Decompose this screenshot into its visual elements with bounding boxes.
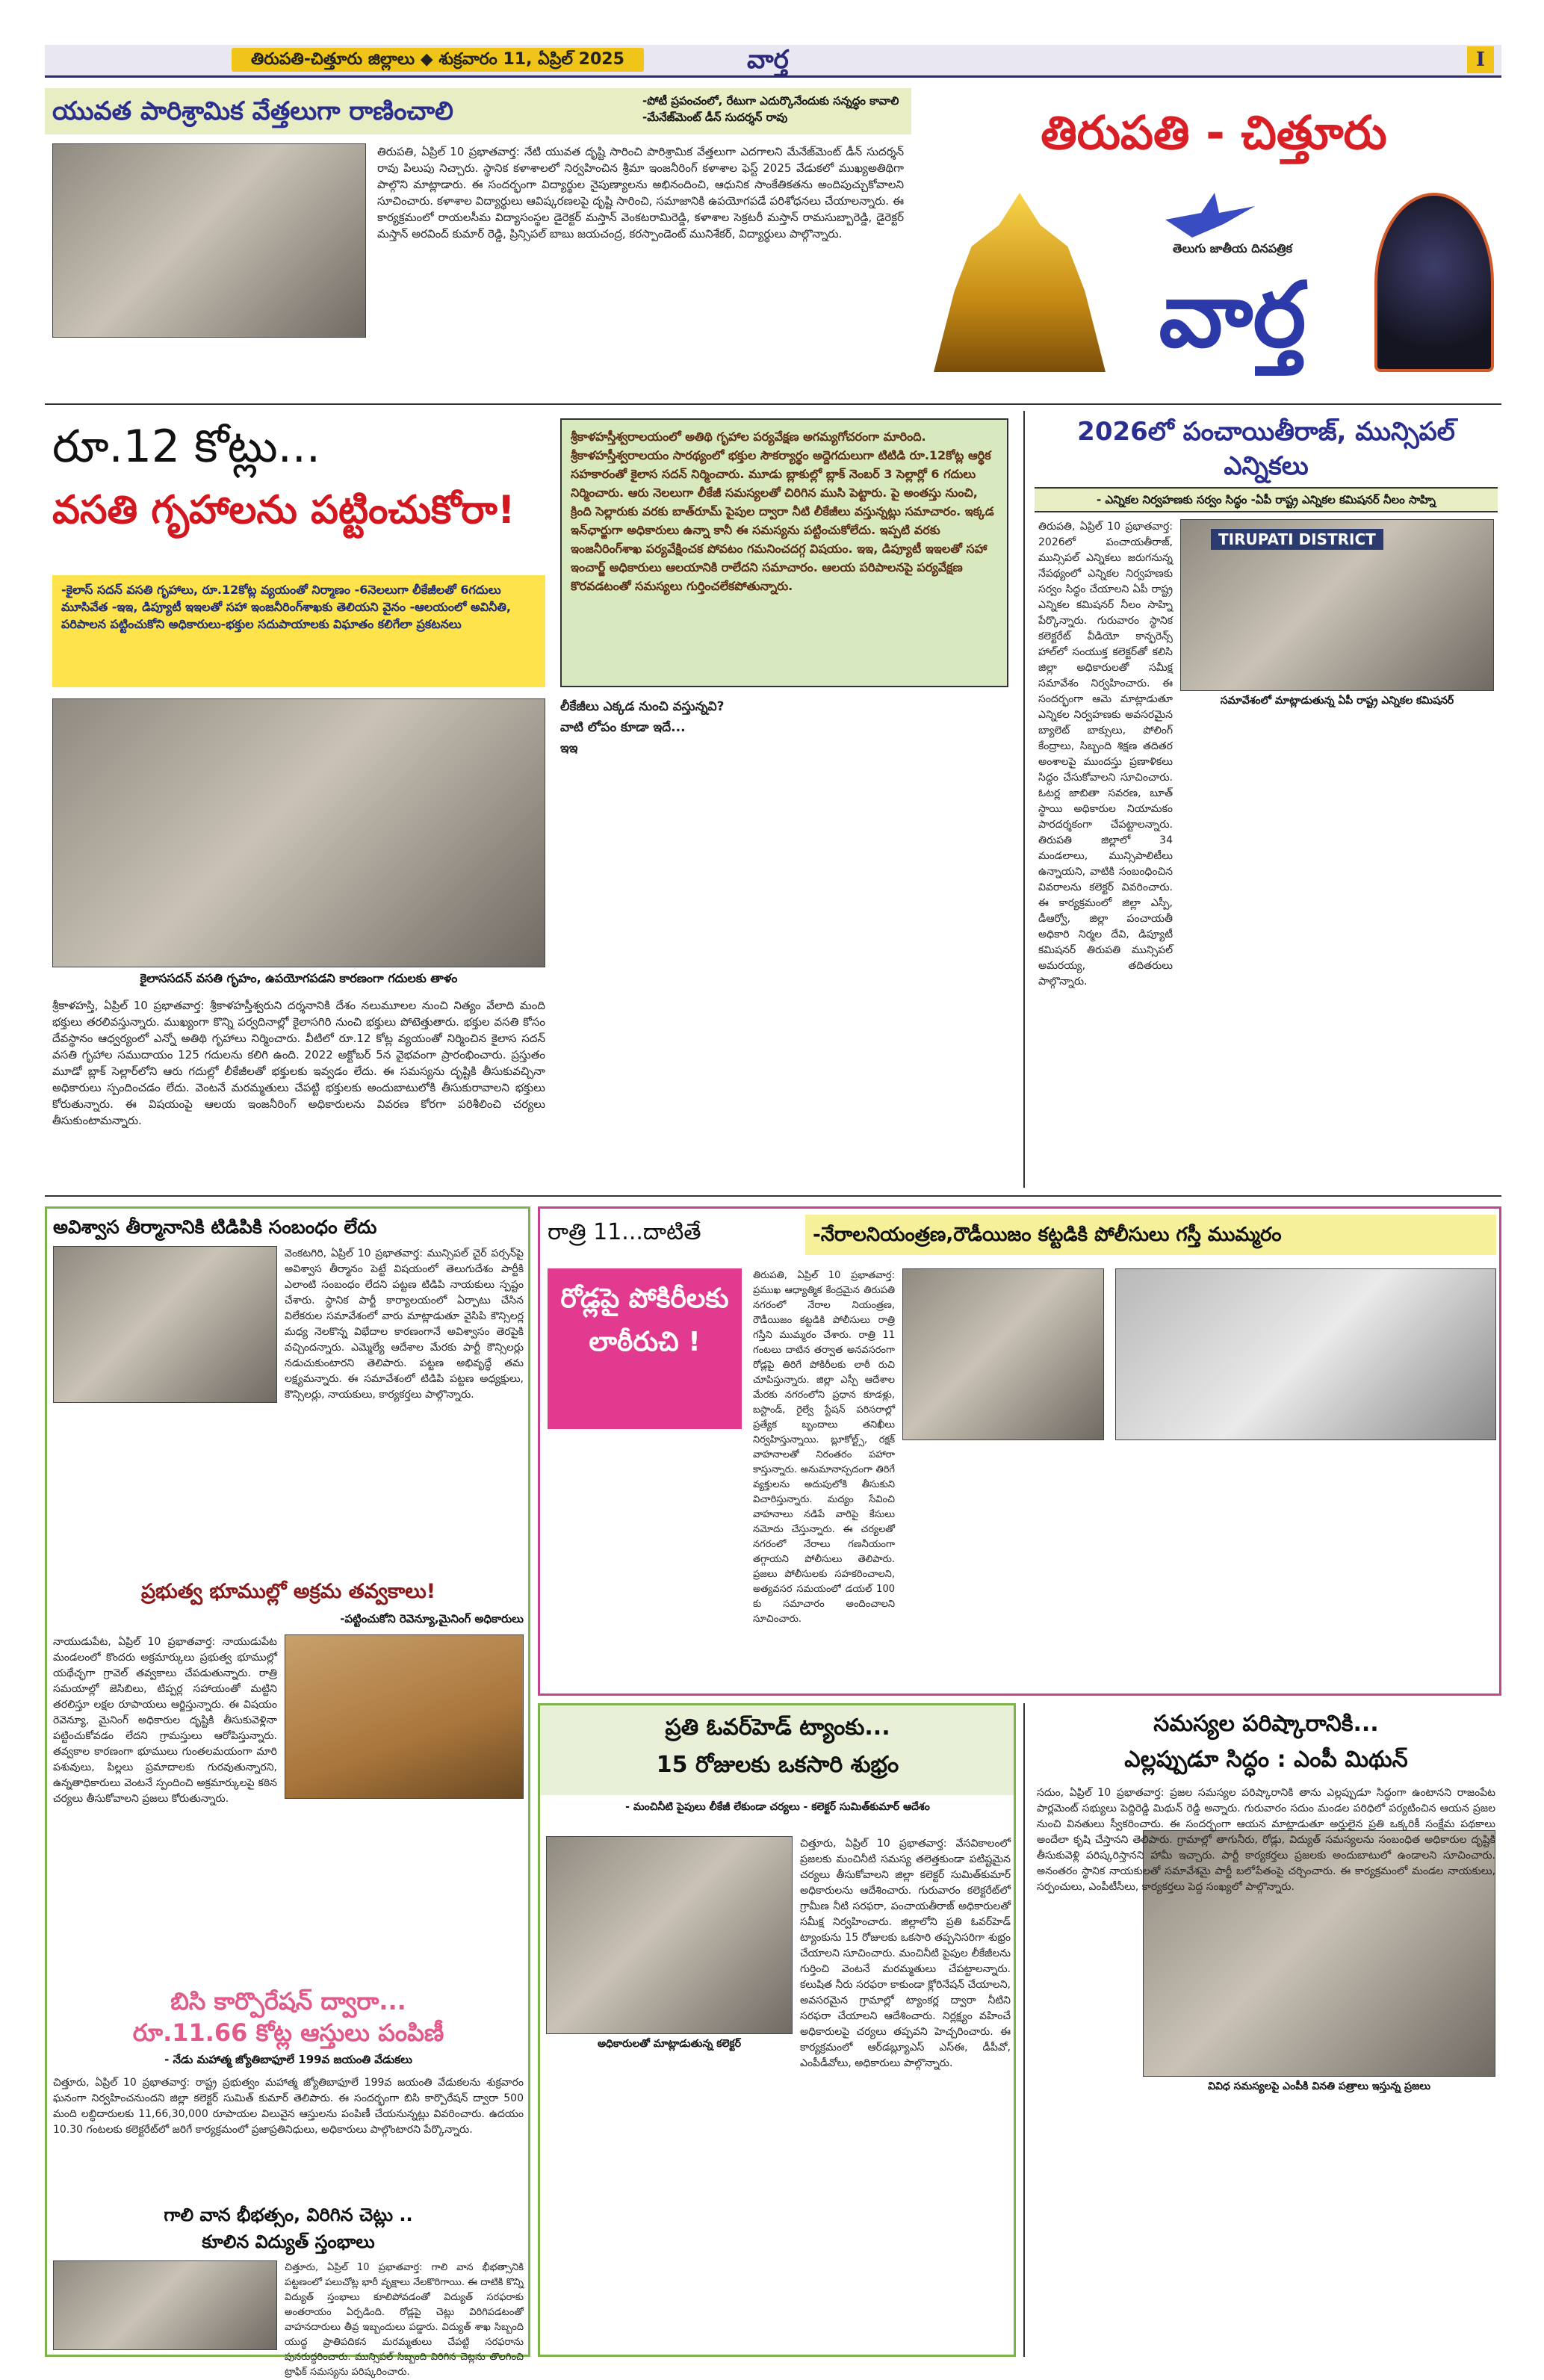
mp-headline-1: సమస్యల పరిష్కారానికి... [1153,1711,1379,1737]
mp-body: సదుం, ఏప్రిల్ 10 ప్రభాతవార్త: ప్రజల సమస్యల పరిష్కారానికి తాను ఎల్లప్పుడూ సిద్ధంగా ఉంటానని రాజంపేట పార్లమెంట్ సభ్యులు పెద్దిరెడ్డి మిథున్ రెడ్డి అన్నారు. గురువారం సదుం మండల పరిధిలో పర్యటించిన ఆయన ప్రజల నుంచి వినతులు స్వీకరించారు. ఈ సందర్భంగా ఆయన మాట్లాడుతూ అర్హులైన ప్రతి ఒక్కరికీ సంక్షేమ పథకాలు అందేలా కృషి చేస్తానని తెలిపారు. గ్రామాల్లో తాగునీరు, రోడ్లు, విద్యుత్ సమస్యలను సంబంధిత అధికారుల దృష్టికి తీసుకువెళ్లి పరిష్కరిస్తానని హామీ ఇచ్చారు. పార్టీ కార్యకర్తలు ప్రజలకు అందుబాటులో ఉండాలని సూచించారు. అనంతరం స్థానిక నాయకులతో సమావేశమై పార్టీ బలోపేతంపై చర్చించారు. ఈ కార్యక్రమంలో మండల నాయకులు, సర్పంచులు, ఎంపీటీసీలు, కార్యకర్తలు పెద్ద సంఖ్యలో పాల్గొన్నారు. [1037,1787,1495,1893]
land-deck: -పట్టించుకోని రెవెన్యూ,మైనింగ్ అధికారులు [340,1612,524,1626]
storm-body: చిత్తూరు, ఏప్రిల్ 10 ప్రభాతవార్త: గాలి వాన భీభత్సానికి పట్టణంలో పలుచోట్ల భారీ వృక్షాలు నేలకొరిగాయి. ఈ దాటికి కొన్ని విద్యుత్ స్తంభాలు కూలిపోవడంతో విద్యుత్ సరఫరాకు అంతరాయం ఏర్పడింది. రోడ్లపై చెట్లు విరిగిపడటంతో వాహనదారులు తీవ్ర ఇబ్బందులు పడ్డారు. విద్యుత్ శాఖ సిబ్బంది యుద్ధ ప్రాతిపదికన మరమ్మతులు చేపట్టి సరఫరాను పునరుద్ధరించారు. మున్సిపల్ సిబ్బంది విరిగిన చెట్లను తొలగించి ట్రాఫిక్ సమస్యను పరిష్కరించారు. [285,2262,524,2378]
hostel-sub-2: వాటి లోపం కూడా ఇదే... [560,720,686,735]
tank-caption: అధికారులతో మాట్లాడుతున్న కలెక్టర్ [597,2038,742,2050]
page-number: I [1467,46,1494,73]
elections-caption: సమావేశంలో మాట్లాడుతున్న ఏపీ రాష్ట్ర ఎన్నికల కమిషనర్ [1220,695,1454,707]
police-headline-lead: రాత్రి 11...దాటితే [548,1219,701,1245]
dove-icon [1165,193,1255,238]
land-body: నాయుడుపేట, ఏప్రిల్ 10 ప్రభాతవార్త: నాయుడుపేట మండలంలో కొందరు అక్రమార్కులు ప్రభుత్వ భూముల్లో యథేచ్ఛగా గ్రావెల్ తవ్వకాలు చేపడుతున్నారు. రాత్రి సమయాల్లో జెసిబిలు, టిప్పర్ల సహాయంతో మట్టిని తరలిస్తూ లక్షల రూపాయలు ఆర్జిస్తున్నారు. ఈ విషయం రెవెన్యూ, మైనింగ్ అధికారుల దృష్టికి తీసుకువెళ్లినా పట్టించుకోవడం లేదని గ్రామస్తులు ఆరోపిస్తున్నారు. తవ్వకాల కారణంగా భూములు గుంతలమయంగా మారి పశువులు, పిల్లలు ప్రమాదాలకు గురవుతున్నారని, ఉన్నతాధికారులు వెంటనే స్పందించి అక్రమార్కులపై కఠిన చర్యలు తీసుకోవాలని ప్రజలు కోరుతున్నారు. [53,1636,277,1805]
article-tank [538,1703,1016,2357]
article-mp [1031,1703,1501,2357]
header-paper-name: వార్త [747,45,789,75]
youth-headline: యువత పారిశ్రామిక వేత్తలుగా రాణించాలి [52,96,453,126]
hostel-headline-2: వసతి గృహాలను పట్టించుకోరా! [52,488,515,533]
storm-photo [53,2260,277,2350]
land-photo [285,1634,524,1799]
masthead [926,88,1501,402]
noconfidence-headline: అవిశ్వాస తీర్మానానికి టిడిపికి సంబంధం లేదు [53,1216,377,1238]
article-elections [1031,411,1501,1188]
region-title: తిరుపతి - చిత్తూరు [1041,105,1387,160]
hostel-deck: -కైలాస్ సదన్ వసతి గృహాలు, రూ.12కోట్ల వ్యయంతో నిర్మాణం -6నెలలుగా లీకేజీలతో 6గదులు మూసివేత -ఇఇ, డిప్యూటీ ఇఇలతో సహా ఇంజనీరింగ్‌శాఖకు తెలియని వైనం -ఆలయంలో అవినీతి, పరిపాలన పట్టించుకోని అధికారులు-భక్తుల సదుపాయాలకు విఘాతం కలిగేలా ప్రకటనలు [61,583,511,631]
police-callout-text: రోడ్లపై పోకిరీలకు లాఠీరుచి ! [560,1283,729,1357]
tank-headline-1: ప్రతి ఓవర్‌హెడ్ ట్యాంకు... [665,1714,890,1741]
page-header-strip [45,45,1501,78]
bc-headline-1: బిసి కార్పొరేషన్ ద్వారా... [170,1987,406,2015]
youth-deck: -పోటీ ప్రపంచంలో, రేటుగా ఎదుర్కొనేందుకు సన్నద్ధం కావాలి -మేనేజ్‌మెంట్ డీన్ సుదర్శన్ రావు [642,94,899,124]
left-column-box [45,1206,530,2378]
land-headline: ప్రభుత్వ భూముల్లో అక్రమ తవ్వకాలు! [140,1580,436,1603]
hostel-headline-1: రూ.12 కోట్లు... [52,421,320,473]
police-headline-bar [805,1215,1496,1255]
article-hostel [45,411,1016,1188]
police-body-cont [548,1448,1496,1691]
hostel-sub-3: ఇఇ [560,741,578,756]
article-police [538,1206,1501,1696]
police-photo-1 [902,1268,1104,1440]
police-callout [548,1268,742,1429]
hostel-body-right [560,698,1008,1180]
elections-body-cont [1038,717,1494,1180]
edition-date-line: తిరుపతి-చిత్తూరు జిల్లాలు ◆ శుక్రవారం 11, ఏప్రిల్ 2025 [232,48,644,72]
tank-body-cont [546,2064,793,2352]
police-headline: -నేరాలనియంత్రణ,రౌడీయిజం కట్టడికి పోలీసులు గస్తీ ముమ్మరం [813,1224,1282,1246]
mp-caption: వివిధ సమస్యలపై ఎంపీకి వినతి పత్రాలు ఇస్తున్న ప్రజలు [1208,2080,1430,2092]
article-youth [45,88,911,394]
hostel-body: శ్రీకాళహస్తి, ఏప్రిల్ 10 ప్రభాతవార్త: శ్రీకాళహస్తీశ్వరుని దర్శనానికి దేశం నలుమూలల నుంచి నిత్యం వేలాది మంది భక్తులు తరలివస్తున్నారు. ముఖ్యంగా కొన్ని పర్వదినాల్లో కైలాసగిరి నుంచి భక్తులు పోటెత్తుతారు. భక్తుల వసతి కోసం దేవస్థానం ఆధ్వర్యంలో ఎన్నో అతిథి గృహాలు నిర్మించారు. వీటిలో రూ.12 కోట్ల వ్యయంతో నిర్మించిన కైలాస సదన్ వసతి గృహాల సముదాయం 125 గదులను కలిగి ఉంది. 2022 అక్టోబర్ 5న వైభవంగా ప్రారంభించారు. ప్రస్తుతం మూడో బ్లాక్ సెల్లార్‌లోని ఆరు గదుల్లో లీకేజీలతో భక్తులకు ఇవ్వడం లేదు. ఈ సమస్యను దృష్టికి తీసుకువచ్చినా అధికారులు స్పందించడం లేదు. వెంటనే మరమ్మతులు చేపట్టి భక్తులకు అందుబాటులోకి తీసుకురావాలని భక్తులు కోరుతున్నారు. ఈ విషయంపై ఆలయ ఇంజనీరింగ్ అధికారులను వివరణ కోరగా పరిశీలించి చర్యలు తీసుకుంటామన్నారు. [52,999,545,1127]
hostel-lead-box [560,418,1008,687]
hostel-lead: శ్రీకాళహస్తీశ్వరాలయంలో అతిథి గృహాల పర్యవేక్షణ అగమ్యగోచరంగా మారింది. శ్రీకాళహస్తీశ్వరాలయం సారథ్యంలో భక్తుల సౌకర్యార్థం అద్దెగదులుగా టిటిడి రూ.12కోట్ల ఆర్థిక సహకారంతో కైలాస సదన్ నిర్మించారు. మూడు బ్లాకుల్లో బ్లాక్ నెంబర్ 3 సెల్లార్లో 6 గదులు నిర్మించారు. ఆరు నెలలుగా లీకేజీ సమస్యలతో చిరిగిన ముసి పెట్టారు. పై అంతస్తు నుంచి, క్రింది సెల్లారుకు వరకు బాత్‌రూమ్ పైపుల ద్వారా నీటి లీకేజీలు వస్తున్నట్లు సమాచారం. ఇక్కడ ఇన్‌ఛార్జుగా అధికారులు ఉన్నా కానీ ఈ సమస్యను పట్టించుకోలేదు. ఇప్పటి వరకు ఇంజనీరింగ్‌శాఖ పర్యవేక్షించక పోవటం గమనించదగ్గ విషయం. ఇఇ, డిప్యూటీ ఇఇలతో సహా ఇంచార్జ్ అధికారులు ఆలయానికి రాలేదని సమాచారం. ఆలయ పరిపాలనపై పర్యవేక్షణ కొరవడటంతో సమస్యలు గుర్తించలేకపోతున్నారు. [571,430,994,593]
tank-photo [546,1836,793,2034]
elections-banner-text: TIRUPATI DISTRICT [1211,529,1383,550]
hostel-sub-1: లీకేజీలు ఎక్కడ నుంచి వస్తున్నవి? [560,699,725,714]
elections-deck-bar [1035,487,1498,512]
storm-headline-1: గాలి వాన భీభత్సం, విరిగిన చెట్లు .. [164,2204,413,2225]
elections-photo [1180,519,1494,691]
tank-body: చిత్తూరు, ఏప్రిల్ 10 ప్రభాతవార్త: వేసవికాలంలో ప్రజలకు మంచినీటి సమస్య తలెత్తకుండా పటిష్టమైన చర్యలు తీసుకోవాలని జిల్లా కలెక్టర్ సుమిత్‌కుమార్ అధికారులను ఆదేశించారు. గురువారం కలెక్టరేట్‌లో గ్రామీణ నీటి సరఫరా, పంచాయతీరాజ్ అధికారులతో సమీక్ష నిర్వహించారు. జిల్లాలోని ప్రతి ఓవర్‌హెడ్ ట్యాంకును 15 రోజులకు ఒకసారి తప్పనిసరిగా శుభ్రం చేయాలని సూచించారు. మంచినీటి పైపుల లీకేజీలను గుర్తించి వెంటనే మరమ్మతులు చేపట్టాలన్నారు. కలుషిత నీరు సరఫరా కాకుండా క్లోరినేషన్ చేయాలని, అవసరమైన గ్రామాల్లో ట్యాంకర్ల ద్వారా నీటిని సరఫరా చేయాలని ఆదేశించారు. నిర్లక్ష్యం వహించే అధికారులపై చర్యలు తప్పవని హెచ్చరించారు. ఈ కార్యక్రమంలో ఆర్‌డబ్ల్యూఎస్ ఎస్‌ఈ, డీపీవో, ఎంపీడీవోలు, అధికారులు పాల్గొన్నారు. [800,1838,1011,2069]
storm-headline-2: కూలిన విద్యుత్ స్తంభాలు [202,2231,375,2252]
elections-body: తిరుపతి, ఏప్రిల్ 10 ప్రభాతవార్త: 2026లో పంచాయతీరాజ్, మున్సిపల్ ఎన్నికలు జరుగనున్న నేపథ్యంలో ఎన్నికల నిర్వహణకు సర్వం సిద్ధం చేయాలని ఏపీ రాష్ట్ర ఎన్నికల కమిషనర్ నీలం సాహ్ని పేర్కొన్నారు. గురువారం స్థానిక కలెక్టరేట్ వీడియో కాన్ఫరెన్స్ హాల్‌లో సంయుక్త కలెక్టర్‌తో కలిసి జిల్లా అధికారులతో సమీక్ష సమావేశం నిర్వహించారు. ఈ సందర్భంగా ఆమె మాట్లాడుతూ ఎన్నికల నిర్వహణకు అవసరమైన బ్యాలెట్ బాక్సులు, పోలింగ్ కేంద్రాలు, సిబ్బంది శిక్షణ తదితర అంశాలపై ముందస్తు ప్రణాళికలు సిద్ధం చేసుకోవాలని సూచించారు. ఓటర్ల జాబితా సవరణ, బూత్ స్థాయి అధికారుల నియామకం పారదర్శకంగా చేపట్టాలన్నారు. తిరుపతి జిల్లాలో 34 మండలాలు, మున్సిపాలిటీలు ఉన్నాయని, వాటికి సంబంధించిన వివరాలను కలెక్టర్ వివరించారు. ఈ కార్యక్రమంలో జిల్లా ఎస్పీ, డీఆర్వో, జిల్లా పంచాయతీ అధికారి నిర్మల దేవి, డిప్యూటీ కమిషనర్ తిరుపతి మున్సిపల్ అమరయ్య, తదితరులు పాల్గొన్నారు. [1038,521,1173,988]
noconfidence-body: వెంకటగిరి, ఏప్రిల్ 10 ప్రభాతవార్త: మున్సిపల్ చైర్ పర్సన్‌పై అవిశ్వాస తీర్మానం పెట్టే విషయంలో తెలుగుదేశం పార్టీకి ఎలాంటి సంబంధం లేదని పట్టణ టిడిపి నాయకులు స్పష్టం చేశారు. స్థానిక పార్టీ కార్యాలయంలో ఏర్పాటు చేసిన విలేకరుల సమావేశంలో వారు మాట్లాడుతూ వైసిపి కౌన్సిలర్ల మధ్య నెలకొన్న విభేదాల కారణంగానే అవిశ్వాసం తెరపైకి వచ్చిందన్నారు. ఎమ్మెల్యే ఆదేశాల మేరకు పార్టీ కౌన్సిలర్లు నడుచుకుంటారని తెలిపారు. పట్టణ అభివృద్ధే తమ లక్ష్యమన్నారు. ఈ సమావేశంలో టిడిపి పట్టణ అధ్యక్షులు, కౌన్సిలర్లు, నాయకులు, కార్యకర్తలు పాల్గొన్నారు. [285,1248,524,1401]
tank-deck: - మంచినీటి పైపులు లీకేజీ లేకుండా చర్యలు - కలెక్టర్ సుమిత్‌కుమార్ ఆదేశం [625,1801,930,1813]
mp-headline-2: ఎల్లప్పుడూ సిద్ధం : ఎంపీ మిథున్ [1124,1747,1408,1773]
police-photo-2 [1115,1268,1496,1440]
bc-headline-2: రూ.11.66 కోట్ల ఆస్తులు పంపిణీ [132,2018,444,2047]
bc-deck: - నేడు మహాత్మ జ్యోతిబాఫూలే 199వ జయంతి వేడుకలు [164,2053,412,2066]
hostel-deck-box [52,575,545,687]
youth-photo [52,143,366,338]
noconfidence-photo [53,1246,277,1403]
youth-body: తిరుపతి, ఏప్రిల్ 10 ప్రభాతవార్త: నేటి యువత దృష్టి సారించి పారిశ్రామిక వేత్తలుగా ఎదగాలని మేనేజ్‌మెంట్ డీన్ సుదర్శన్ రావు పిలుపు నిచ్చారు. స్థానిక కళాశాలలో నిర్వహించిన శ్రీమా ఇంజనీరింగ్ కళాశాల ఫెస్ట్ 2025 వేడుకలో ముఖ్యఅతిథిగా పాల్గొని మాట్లాడారు. ఈ సందర్భంగా విద్యార్థుల నైపుణ్యాలను అభినందించి, ఆధునిక సాంకేతికతను అందిపుచ్చుకోవాలని సూచించారు. కళాశాల విద్యార్థులు ఆవిష్కరణలపై దృష్టి సారించి, సమాజానికి ఉపయోగపడే పరిశోధనలు చేయాలన్నారు. ఈ కార్యక్రమంలో రాయలసీమ విద్యాసంస్థల డైరెక్టర్ మస్తాన్ వెంకటరామిరెడ్డి, కళాశాల సెక్రటరీ మస్తాన్ రామసుబ్బారెడ్డి, డైరెక్టర్ మస్తాన్ అరవింద్ కుమార్ రెడ్డి, ప్రిన్సిపల్ బాబు జయచంద్ర, కరస్పాండెంట్ మునిశేకర్, విద్యార్థులు పాల్గొన్నారు. [377,145,904,241]
elections-headline: 2026లో పంచాయితీరాజ్, మున్సిపల్ ఎన్నికలు [1077,417,1455,481]
bc-body: చిత్తూరు, ఏప్రిల్ 10 ప్రభాతవార్త: రాష్ట్ర ప్రభుత్వం మహాత్మ జ్యోతిబాఫూలే 199వ జయంతి వేడుకలను శుక్రవారం ఘనంగా నిర్వహించనుందని జిల్లా కలెక్టర్ సుమిత్ కుమార్ తెలిపారు. ఈ సందర్భంగా బిసి కార్పొరేషన్ ద్వారా 500 మంది లబ్ధిదారులకు 11,66,30,000 రూపాయల విలువైన ఆస్తులను పంపిణీ చేయనున్నట్లు వివరించారు. ఉదయం 10.30 గంటలకు కలెక్టరేట్‌లో జరిగే కార్యక్రమంలో ప్రజాప్రతినిధులు, అధికారులు పాల్గొంటారని పేర్కొన్నారు. [53,2077,524,2136]
masthead-logo: వార్త [1159,264,1306,368]
masthead-tagline: తెలుగు జాతీయ దినపత్రిక [1173,241,1292,255]
elections-deck: - ఎన్నికల నిర్వహణకు సర్వం సిద్ధం -ఏపీ రాష్ట్ర ఎన్నికల కమిషనర్ నీలం సాహ్ని [1097,493,1436,506]
hostel-caption: కైలాససదన్ వసతి గృహం, ఉపయోగపడని కారణంగా గదులకు తాళం [140,971,458,985]
tank-headline-2: 15 రోజులకు ఒకసారి శుభ్రం [656,1752,899,1778]
hostel-photo [52,698,545,967]
temple-image [934,193,1106,372]
deity-image [1374,193,1494,372]
police-body: తిరుపతి, ఏప్రిల్ 10 ప్రభాతవార్త: ప్రముఖ ఆధ్యాత్మిక కేంద్రమైన తిరుపతి నగరంలో నేరాల నియంత్రణ, రౌడీయిజం కట్టడికి పోలీసులు రాత్రి గస్తీని ముమ్మరం చేశారు. రాత్రి 11 గంటలు దాటిన తర్వాత అనవసరంగా రోడ్లపై తిరిగే పోకిరీలకు లాఠీ రుచి చూపిస్తున్నారు. జిల్లా ఎస్పీ ఆదేశాల మేరకు నగరంలోని ప్రధాన కూడళ్లు, బస్టాండ్, రైల్వే స్టేషన్ పరిసరాల్లో ప్రత్యేక బృందాలు తనిఖీలు నిర్వహిస్తున్నాయి. బ్లూకోల్ట్స్, రక్షక్ వాహనాలతో నిరంతరం పహారా కాస్తున్నారు. అనుమానాస్పదంగా తిరిగే వ్యక్తులను అదుపులోకి తీసుకుని విచారిస్తున్నారు. మద్యం సేవించి వాహనాలు నడిపే వారిపై కేసులు నమోదు చేస్తున్నారు. ఈ చర్యలతో నగరంలో నేరాలు గణనీయంగా తగ్గాయని పోలీసులు తెలిపారు. ప్రజలు పోలీసులకు సహకరించాలని, అత్యవసర సమయంలో డయల్ 100 కు సమాచారం అందించాలని సూచించారు. [753,1270,895,1625]
